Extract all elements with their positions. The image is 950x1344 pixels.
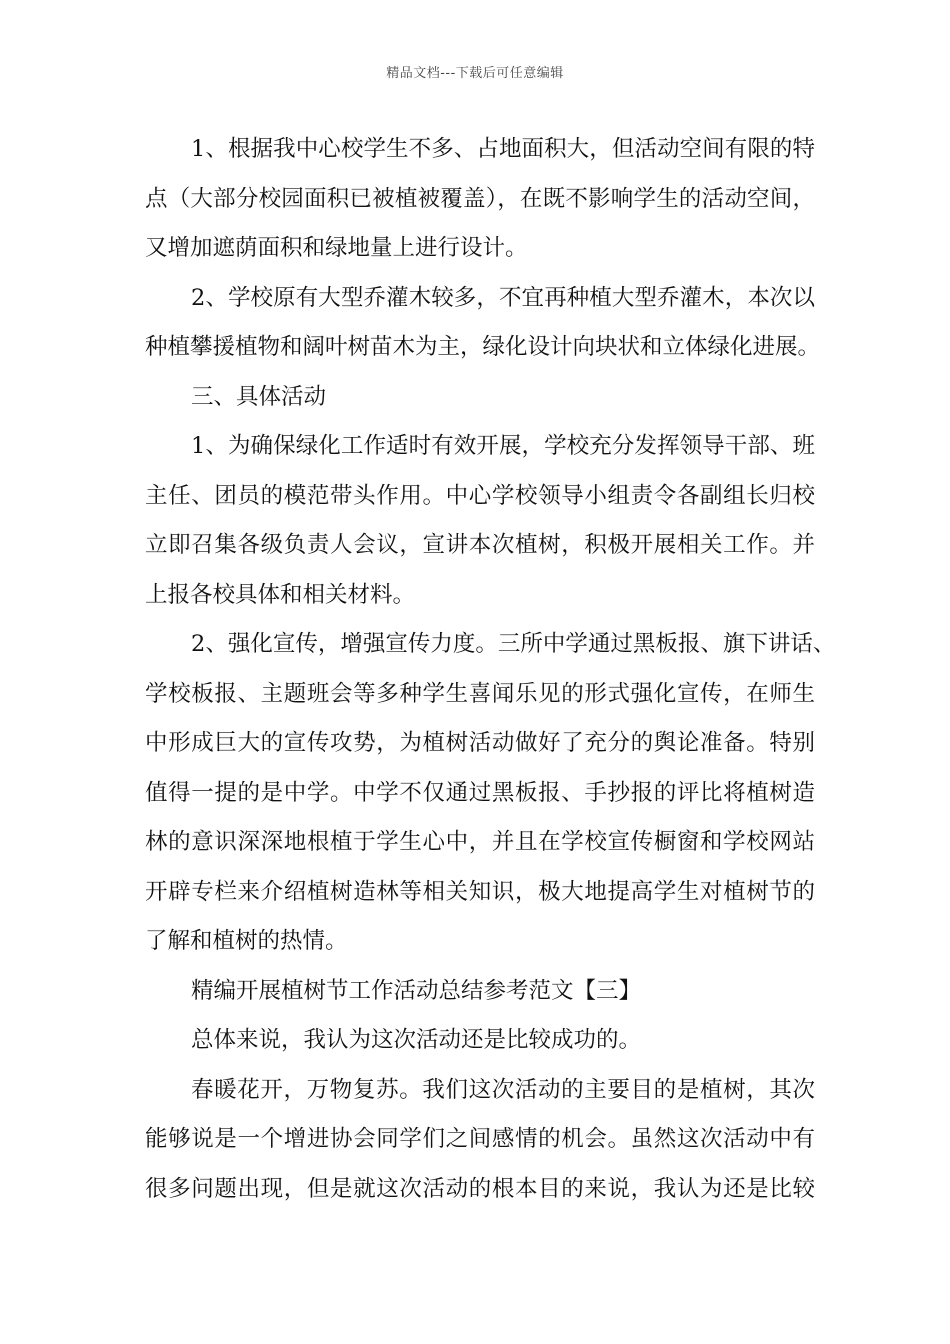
paragraph-2-line-1: 2、学校原有大型乔灌木较多，不宜再种植大型乔灌木，本次以 [191, 284, 815, 311]
paragraph-3-line-1: 1、为确保绿化工作适时有效开展，学校充分发挥领导干部、班 [191, 433, 815, 459]
paragraph-3-line-3: 立即召集各级负责人会议，宣讲本次植树，积极开展相关工作。并 [145, 532, 815, 558]
paragraph-3-line-4: 上报各校具体和相关材料。 [145, 581, 416, 608]
paragraph-4-line-3: 中形成巨大的宣传攻势，为植树活动做好了充分的舆论准备。特别 [145, 730, 815, 756]
document-body [145, 125, 836, 1214]
paragraph-5-line-1: 总体来说，我认为这次活动还是比较成功的。 [191, 1027, 642, 1053]
paragraph-4-line-7: 了解和植树的热情。 [145, 928, 348, 954]
paragraph-1-line-2: 点（大部分校园面积已被植被覆盖），在既不影响学生的活动空间， [145, 185, 815, 212]
paragraph-4-line-4: 值得一提的是中学。中学不仅通过黑板报、手抄报的评比将植树造 [145, 779, 815, 806]
paragraph-1-line-3: 又增加遮荫面积和绿地量上进行设计。 [145, 235, 528, 261]
page-header: 精品文档---下载后可任意编辑 [386, 66, 564, 81]
paragraph-4-line-5: 林的意识深深地根植于学生心中，并且在学校宣传橱窗和学校网站 [145, 829, 815, 855]
paragraph-3-line-2: 主任、团员的模范带头作用。中心学校领导小组责令各副组长归校 [145, 482, 815, 509]
paragraph-4-line-2: 学校板报、主题班会等多种学生喜闻乐见的形式强化宣传，在师生 [145, 680, 815, 707]
section-heading: 三、具体活动 [191, 383, 327, 410]
article-title: 精编开展植树节工作活动总结参考范文【三】 [191, 977, 642, 1004]
paragraph-6-line-1: 春暖花开，万物复苏。我们这次活动的主要目的是植树，其次 [191, 1076, 815, 1103]
paragraph-6-line-2: 能够说是一个增进协会同学们之间感情的机会。虽然这次活动中有 [145, 1126, 815, 1152]
paragraph-4-line-6: 开辟专栏来介绍植树造林等相关知识，极大地提高学生对植树节的 [145, 878, 815, 905]
paragraph-2-line-2: 种植攀援植物和阔叶树苗木为主，绿化设计向块状和立体绿化进展。 [145, 334, 821, 360]
paragraph-4-line-1: 2、强化宣传，增强宣传力度。三所中学通过黑板报、旗下讲话、 [191, 631, 836, 657]
paragraph-1-line-1: 1、根据我中心校学生不多、占地面积大，但活动空间有限的特 [191, 136, 815, 162]
paragraph-6-line-3: 很多问题出现，但是就这次活动的根本目的来说，我认为还是比较 [145, 1175, 815, 1202]
